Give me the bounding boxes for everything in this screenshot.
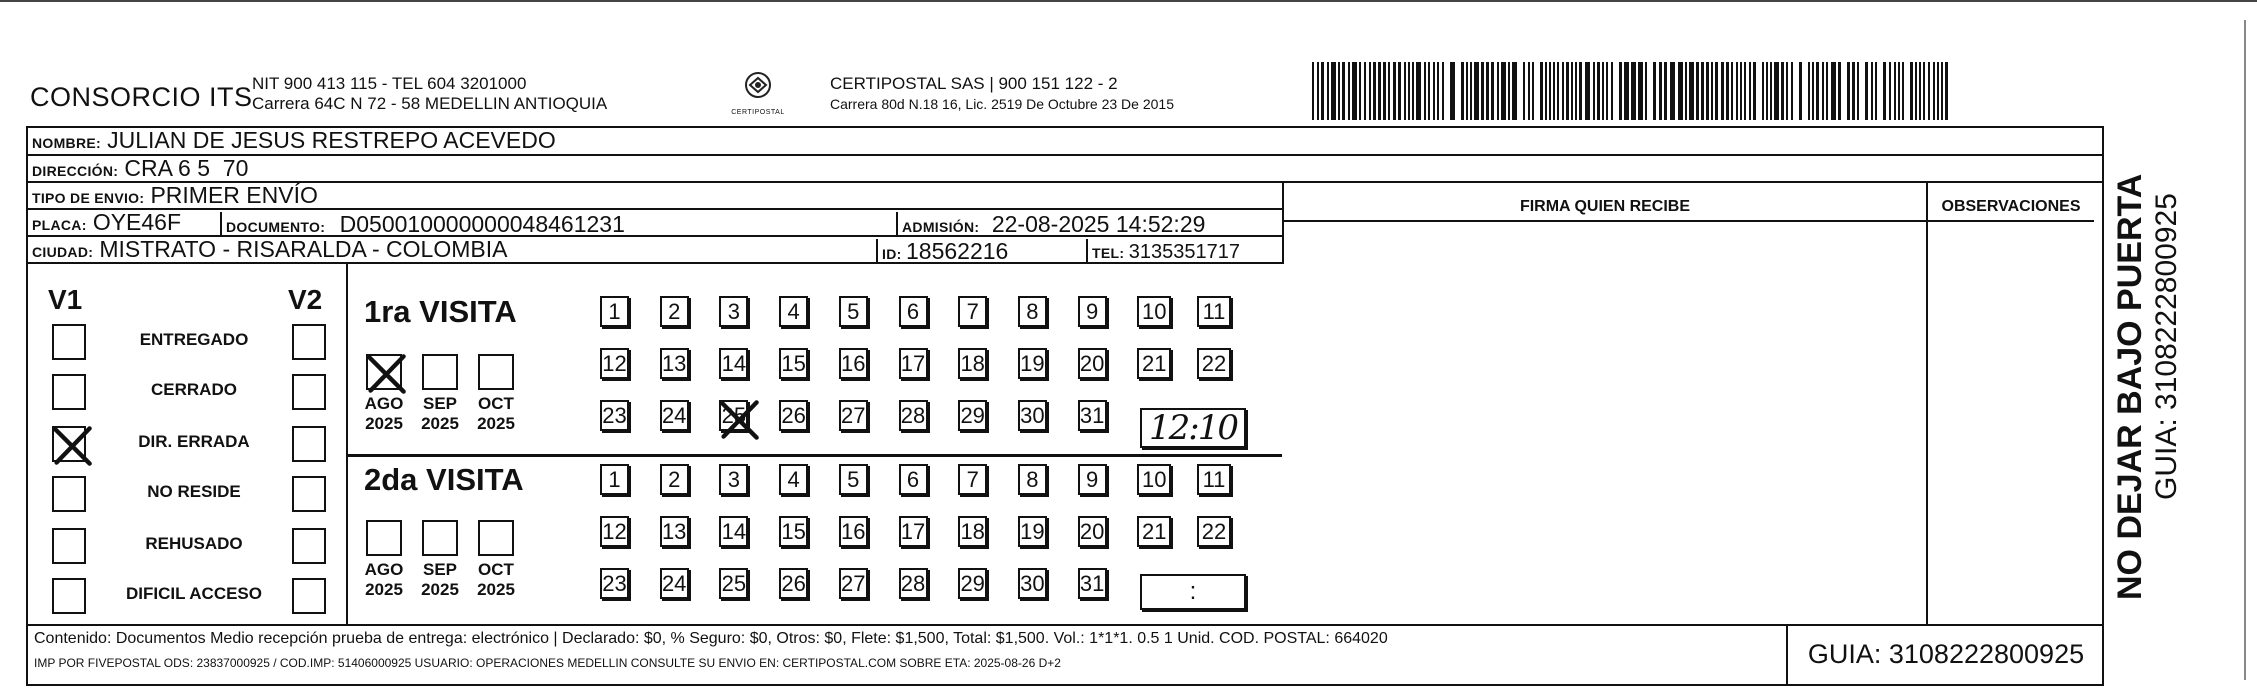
v1-checkbox-entregado[interactable] [52, 324, 86, 360]
v1-checkbox-no-reside[interactable] [52, 476, 86, 512]
day-number: 17 [900, 351, 926, 376]
day-number: 2 [668, 467, 681, 492]
day-number: 23 [602, 571, 627, 596]
nombre-label: NOMBRE: [32, 135, 101, 151]
v2-checkbox-rehusado[interactable] [292, 528, 326, 564]
status-label: NO RESIDE [147, 482, 241, 501]
first-visit-day[interactable] [899, 296, 928, 327]
first-visit-day[interactable] [1137, 348, 1171, 379]
tipo-label: TIPO DE ENVIO: [32, 190, 145, 206]
second-visit-day[interactable] [839, 516, 868, 547]
second-visit-day[interactable] [1018, 464, 1047, 495]
day-number: 8 [1026, 467, 1039, 492]
certipostal-logo [728, 70, 788, 120]
admision-value: 22-08-2025 14:52:29 [991, 211, 1206, 237]
second-visit-day[interactable] [600, 568, 629, 599]
first-visit-day[interactable] [1137, 296, 1171, 327]
second-visit-day[interactable] [1018, 568, 1047, 599]
first-visit-day[interactable] [1018, 348, 1047, 379]
day-number: 3 [727, 467, 741, 492]
first-visit-day[interactable] [958, 348, 987, 379]
second-visit-day[interactable] [1197, 464, 1231, 495]
second-visit-day[interactable] [1137, 516, 1171, 547]
x-mark-icon [717, 398, 761, 442]
first-visit-day[interactable] [1018, 400, 1047, 431]
second-visit-day[interactable] [779, 568, 808, 599]
ciudad-label: CIUDAD: [32, 244, 94, 260]
v2-checkbox-entregado[interactable] [292, 324, 326, 360]
day-number: 5 [847, 299, 860, 324]
first-visit-month-label: AGO 2025 [364, 394, 404, 433]
first-visit-day[interactable] [839, 400, 868, 431]
tel-cell [1092, 241, 1240, 265]
footer-line1: Contenido: Documentos Medio recepción prueba de entrega: electrónico | Declarado: $0, % Seguro: $0, Otros: $0, Flete: $1,500, Total: $1,500. Vol.: 1*1*1. 0.5 1 Unid. COD. POSTAL: 664020 [34, 630, 1388, 647]
second-visit-month-label: OCT 2025 [477, 560, 515, 599]
day-number: 19 [1020, 519, 1045, 544]
second-visit-day[interactable] [719, 516, 748, 547]
day-number: 31 [1079, 571, 1105, 596]
day-number: 28 [900, 403, 926, 428]
admision-label: ADMISIÓN: [902, 219, 980, 235]
first-visit-month-checkbox-sep[interactable] [422, 354, 458, 390]
day-number: 30 [1020, 403, 1045, 428]
day-number: 11 [1202, 299, 1226, 324]
first-visit-day[interactable] [660, 348, 689, 379]
day-number: 1 [608, 299, 621, 324]
day-number: 6 [906, 299, 920, 324]
second-visit-day[interactable] [719, 568, 748, 599]
day-number: 4 [787, 467, 800, 492]
day-number: 24 [661, 571, 687, 596]
day-number: 12 [602, 351, 627, 376]
second-visit-day[interactable] [660, 464, 689, 495]
day-number: 13 [661, 351, 687, 376]
id-divider [876, 239, 878, 264]
second-visit-month-label: AGO 2025 [364, 560, 404, 599]
v1-checkbox-cerrado[interactable] [52, 374, 86, 410]
side-text [2110, 174, 2184, 600]
x-mark-icon [50, 424, 94, 468]
day-number: 24 [661, 403, 687, 428]
day-number: 15 [781, 519, 806, 544]
company-name: CONSORCIO ITS [30, 82, 253, 112]
v1-checkbox-rehusado[interactable] [52, 528, 86, 564]
visit-h-divider [346, 454, 1282, 457]
second-visit-title: 2da VISITA [364, 462, 524, 497]
id-cell [882, 239, 1008, 267]
day-number: 19 [1020, 351, 1045, 376]
first-visit-day[interactable] [660, 400, 689, 431]
barcode [1312, 62, 1948, 120]
second-visit-day[interactable] [779, 464, 808, 495]
placa-value: OYE46F [92, 210, 182, 235]
direccion-value: CRA 6 5 70 [124, 156, 249, 181]
day-number: 22 [1201, 519, 1227, 544]
day-number: 20 [1079, 519, 1105, 544]
second-visit-day[interactable] [958, 516, 987, 547]
day-number: 3 [727, 299, 741, 324]
certipostal-logo-icon [728, 70, 788, 104]
first-visit-day[interactable] [1197, 348, 1231, 379]
second-visit-day[interactable] [839, 568, 868, 599]
second-visit-day[interactable] [839, 464, 868, 495]
day-number: 20 [1079, 351, 1105, 376]
first-visit-day[interactable] [1078, 296, 1107, 327]
day-number: 28 [900, 571, 926, 596]
second-visit-day[interactable] [899, 516, 928, 547]
first-visit-day[interactable] [1018, 296, 1047, 327]
first-visit-month-label: OCT 2025 [477, 394, 515, 433]
tel-label: TEL: [1092, 245, 1125, 261]
day-number: 11 [1202, 467, 1226, 492]
day-number: 4 [787, 299, 800, 324]
day-number: 5 [847, 467, 860, 492]
day-number: 7 [966, 299, 979, 324]
first-visit-day[interactable] [779, 400, 808, 431]
placa-label: PLACA: [32, 217, 87, 233]
placa-divider [220, 212, 222, 237]
side-line1: NO DEJAR BAJO PUERTA [2111, 173, 2149, 600]
first-visit-time: 12:10 [1149, 408, 1237, 448]
company-line1: NIT 900 413 115 - TEL 604 3201000 [252, 74, 527, 93]
admision-divider [896, 212, 898, 237]
first-visit-day[interactable] [660, 296, 689, 327]
second-visit-day[interactable] [1137, 464, 1171, 495]
visit-v-divider [346, 264, 348, 624]
first-visit-day[interactable] [1078, 400, 1107, 431]
second-visit-time-box[interactable] [1140, 574, 1246, 610]
first-visit-time-box[interactable] [1140, 408, 1246, 448]
second-visit-month-checkbox-sep[interactable] [422, 520, 458, 556]
day-number: 15 [781, 351, 806, 376]
second-visit-day[interactable] [779, 516, 808, 547]
day-number: 14 [721, 519, 747, 544]
day-number: 25 [721, 403, 747, 428]
v2-checkbox-dificil-acceso[interactable] [292, 578, 326, 614]
tipo-value: PRIMER ENVÍO [150, 183, 318, 208]
documento-value: D050010000000048461231 [339, 211, 625, 237]
day-number: 21 [1142, 351, 1167, 376]
first-visit-day[interactable] [719, 348, 748, 379]
day-number: 30 [1020, 571, 1045, 596]
second-visit-month-checkbox-ago[interactable] [366, 520, 402, 556]
day-number: 23 [602, 403, 627, 428]
second-visit-day[interactable] [600, 516, 629, 547]
day-number: 13 [661, 519, 687, 544]
status-label: REHUSADO [145, 534, 243, 553]
first-visit-month-checkbox-ago[interactable] [366, 354, 402, 390]
day-number: 7 [966, 467, 979, 492]
company-line2: Carrera 64C N 72 - 58 MEDELLIN ANTIOQUIA [252, 94, 608, 113]
first-visit-day[interactable] [719, 296, 748, 327]
x-mark-icon [364, 352, 408, 396]
day-number: 12 [602, 519, 627, 544]
footer-guia: GUIA: 3108222800925 [1807, 639, 2085, 669]
second-visit-day[interactable] [1018, 516, 1047, 547]
day-number: 14 [721, 351, 747, 376]
day-number: 26 [781, 403, 806, 428]
documento-label: DOCUMENTO: [226, 219, 326, 235]
direccion-label: DIRECCIÓN: [32, 163, 119, 179]
second-visit-day[interactable] [600, 464, 629, 495]
second-visit-day[interactable] [1197, 516, 1231, 547]
firma-column [1282, 183, 1928, 624]
footer-guia-box [1786, 626, 2104, 686]
firma-head-line [1282, 220, 2094, 222]
status-label: DIR. ERRADA [138, 432, 250, 451]
day-number: 16 [841, 351, 866, 376]
second-visit-month-checkbox-oct[interactable] [478, 520, 514, 556]
second-visit-day[interactable] [899, 464, 928, 495]
day-number: 27 [841, 571, 866, 596]
status-label: ENTREGADO [139, 330, 249, 349]
second-visit-day[interactable] [958, 568, 987, 599]
nombre-row [26, 126, 2104, 156]
side-line2: GUIA: 3108222800925 [2150, 193, 2183, 500]
second-visit-day[interactable] [1078, 464, 1107, 495]
first-visit-day[interactable] [958, 400, 987, 431]
day-number: 17 [900, 519, 926, 544]
first-visit-day[interactable] [839, 348, 868, 379]
second-visit-day[interactable] [660, 516, 689, 547]
day-number: 10 [1142, 299, 1167, 324]
top-rule [0, 0, 2257, 2]
second-visit-day[interactable] [660, 568, 689, 599]
second-visit-time: : [1189, 578, 1197, 605]
first-visit-day[interactable] [779, 348, 808, 379]
day-number: 29 [960, 571, 985, 596]
status-label: DIFICIL ACCESO [125, 584, 262, 603]
v1-checkbox-dir-errada[interactable] [52, 426, 86, 462]
day-number: 18 [960, 519, 985, 544]
day-number: 9 [1085, 467, 1099, 492]
first-visit-month-checkbox-oct[interactable] [478, 354, 514, 390]
second-visit-month-label: SEP 2025 [421, 560, 459, 599]
documento-cell [226, 212, 625, 240]
day-number: 9 [1085, 299, 1099, 324]
day-number: 1 [608, 467, 621, 492]
first-visit-day[interactable] [600, 296, 629, 327]
nombre-value: JULIAN DE JESUS RESTREPO ACEVEDO [107, 127, 556, 153]
ciudad-value: MISTRATO - RISARALDA - COLOMBIA [99, 237, 508, 262]
day-number: 21 [1142, 519, 1167, 544]
day-number: 18 [960, 351, 985, 376]
first-visit-day[interactable] [899, 348, 928, 379]
v1-label: V1 [48, 284, 83, 315]
first-visit-month-label: SEP 2025 [421, 394, 459, 433]
day-number: 29 [960, 403, 985, 428]
tel-value: 3135351717 [1128, 241, 1240, 263]
first-visit-title: 1ra VISITA [364, 294, 517, 329]
first-visit-day[interactable] [600, 348, 629, 379]
second-visit-day[interactable] [1078, 516, 1107, 547]
v1-checkbox-dificil-acceso[interactable] [52, 578, 86, 614]
first-visit-day[interactable] [600, 400, 629, 431]
firma-header: FIRMA QUIEN RECIBE [1519, 198, 1691, 215]
day-number: 10 [1142, 467, 1167, 492]
first-visit-day[interactable] [839, 296, 868, 327]
first-visit-day[interactable] [1078, 348, 1107, 379]
observaciones-header: OBSERVACIONES [1941, 198, 2081, 215]
direccion-row [26, 156, 2104, 183]
day-number: 2 [668, 299, 681, 324]
second-visit-day[interactable] [899, 568, 928, 599]
footer-line2: IMP POR FIVEPOSTAL ODS: 23837000925 / COD.IMP: 51406000925 USUARIO: OPERACIONES MEDELLIN CONSULTE SU ENVIO EN: CERTIPOSTAL.COM SOBRE ETA: 2025-08-26 D+2 [34, 656, 1061, 670]
status-label: CERRADO [151, 380, 237, 399]
day-number: 27 [841, 403, 866, 428]
second-visit-day[interactable] [1078, 568, 1107, 599]
id-value: 18562216 [906, 238, 1009, 264]
admision-cell [902, 212, 1205, 240]
first-visit-day[interactable] [719, 400, 748, 431]
v2-checkbox-no-reside[interactable] [292, 476, 326, 512]
right-rule [2244, 20, 2246, 680]
first-visit-day[interactable] [779, 296, 808, 327]
carrier-line1: CERTIPOSTAL SAS | 900 151 122 - 2 [830, 74, 1118, 93]
day-number: 16 [841, 519, 866, 544]
first-visit-day[interactable] [958, 296, 987, 327]
day-number: 6 [906, 467, 920, 492]
first-visit-day[interactable] [1197, 296, 1231, 327]
day-number: 8 [1026, 299, 1039, 324]
v2-checkbox-dir-errada[interactable] [292, 426, 326, 462]
day-number: 31 [1079, 403, 1105, 428]
tipo-row [26, 183, 1284, 210]
logo-text: CERTIPOSTAL [731, 109, 785, 116]
first-visit-day[interactable] [899, 400, 928, 431]
day-number: 25 [721, 571, 747, 596]
second-visit-day[interactable] [958, 464, 987, 495]
id-label: ID: [882, 246, 902, 262]
v2-label: V2 [288, 284, 323, 315]
carrier-line2: Carrera 80d N.18 16, Lic. 2519 De Octubre 23 De 2015 [830, 96, 1174, 112]
day-number: 22 [1201, 351, 1227, 376]
v2-checkbox-cerrado[interactable] [292, 374, 326, 410]
second-visit-day[interactable] [719, 464, 748, 495]
day-number: 26 [781, 571, 806, 596]
tel-divider [1086, 239, 1088, 264]
